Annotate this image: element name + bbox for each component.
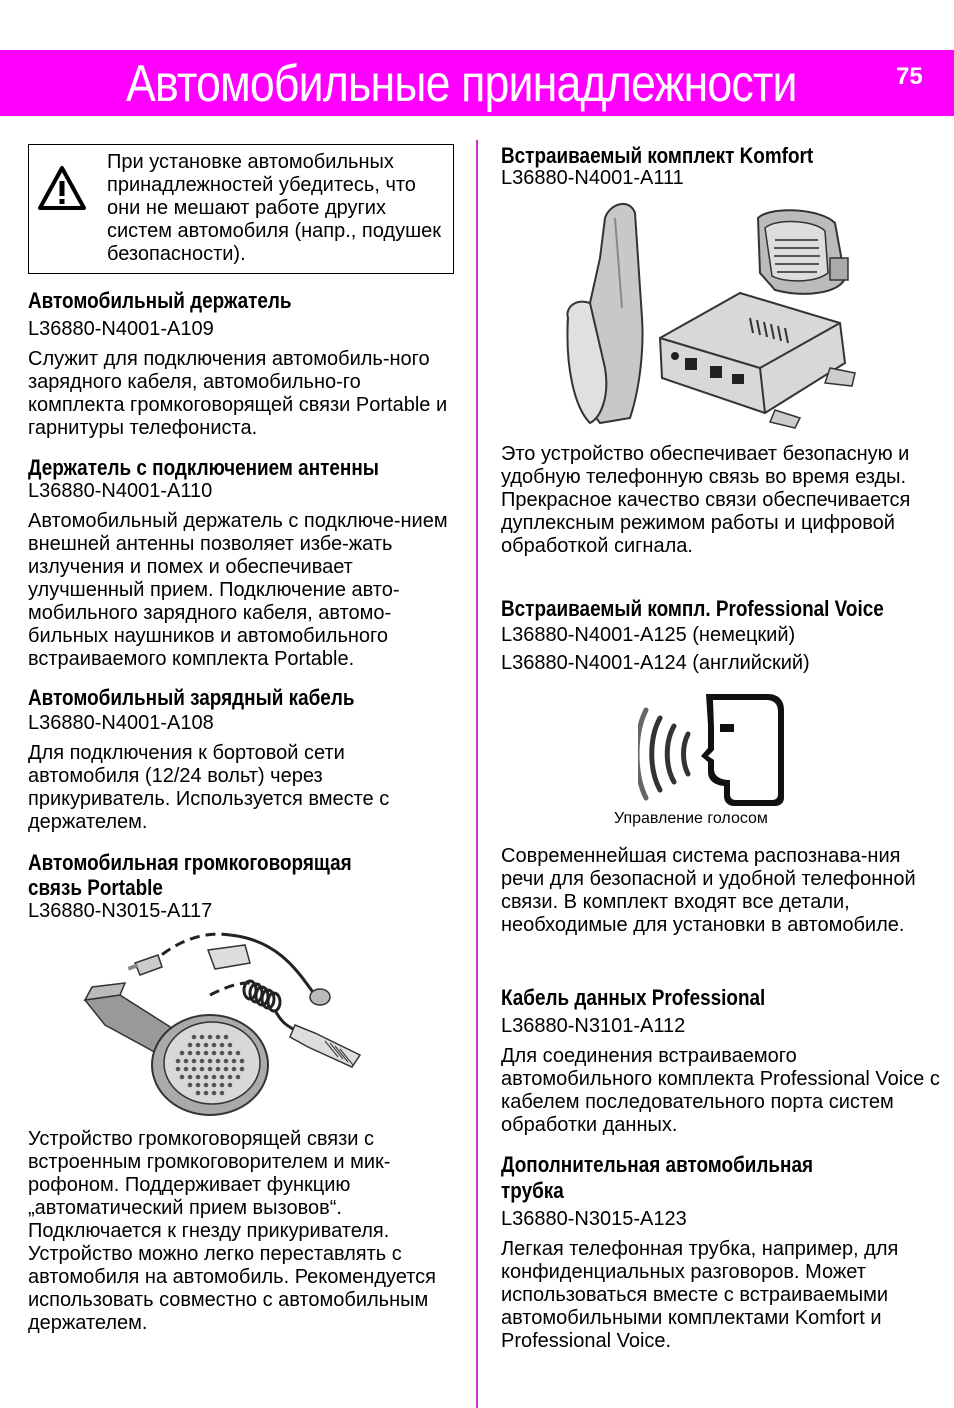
- part-number: L36880-N4001-A110: [28, 480, 213, 502]
- voice-control-head-icon: [638, 690, 788, 808]
- warning-triangle-icon: [37, 165, 87, 211]
- section-title-komfort: Встраиваемый комплект Komfort: [501, 143, 814, 168]
- komfort-kit-illustration: [560, 198, 860, 430]
- warning-box: [28, 144, 454, 274]
- section-title-portable-line1: Автомобильная громкоговорящая: [28, 850, 352, 875]
- section-title-antenna-holder: Держатель с подключением антенны: [28, 455, 379, 480]
- section-title-professional-voice: Встраиваемый компл. Professional Voice: [501, 596, 884, 621]
- part-number: L36880-N4001-A125 (немецкий): [501, 624, 796, 646]
- portable-handsfree-illustration: [80, 925, 380, 1120]
- voice-icon-caption: Управление голосом: [614, 810, 768, 827]
- part-number: L36880-N4001-A124 (английский): [501, 652, 810, 674]
- warning-text: При установке автомобильных принадлежностей убедитесь, что они не мешают работе других систем автомобиля (напр., подушек безопасности).: [107, 151, 442, 265]
- part-number: L36880-N4001-A108: [28, 712, 214, 734]
- section-text: Устройство громкоговорящей связи с встроенным громкоговорителем и мик-рофоном. Поддерживает функцию „автоматический прием вызовов“. Подключается к гнезду прикуривателя. Устройство можно легко переставлять с автомобиля на автомобиль. Рекомендуется использовать совместно с автомобильным держателем.: [28, 1128, 436, 1334]
- section-text: Автомобильный держатель с подключе-нием внешней антенны позволяет избе-жать излучения и помех и обеспечивает улучшенный прием. Подключение авто-мобильного зарядного кабеля, автомо-бильных наушников и автомобильного встраиваемого комплекта Portable.: [28, 510, 448, 670]
- page-title: Автомобильные принадлежности: [126, 55, 797, 113]
- part-number: L36880-N3101-A112: [501, 1015, 686, 1037]
- section-text: Легкая телефонная трубка, например, для конфиденциальных разговоров. Может использоваться вместе с встраиваемыми автомобильными комплектами Komfort и Professional Voice.: [501, 1238, 899, 1352]
- section-title-data-cable: Кабель данных Professional: [501, 985, 766, 1010]
- part-number: L36880-N4001-A109: [28, 318, 214, 340]
- section-title-extra-handset-line1: Дополнительная автомобильная: [501, 1152, 814, 1177]
- column-divider: [476, 140, 478, 1408]
- page-number: 75: [896, 63, 923, 90]
- section-text: Для соединения встраиваемого автомобильного комплекта Professional Voice с кабелем последовательного порта систем обработки данных.: [501, 1045, 940, 1136]
- section-title-portable-line2: связь Portable: [28, 875, 163, 900]
- section-text: Служит для подключения автомобиль-ного зарядного кабеля, автомобильно-го комплекта громкоговорящей связи Portable и гарнитуры телефониста.: [28, 348, 448, 439]
- section-title-charging-cable: Автомобильный зарядный кабель: [28, 685, 355, 710]
- part-number: L36880-N3015-A123: [501, 1208, 687, 1230]
- section-text: Для подключения к бортовой сети автомобиля (12/24 вольт) через прикуриватель. Используется вместе с держателем.: [28, 742, 390, 833]
- part-number: L36880-N3015-A117: [28, 900, 213, 922]
- section-title-extra-handset-line2: трубка: [501, 1178, 564, 1203]
- section-text: Это устройство обеспечивает безопасную и удобную телефонную связь во время езды. Прекрасное качество связи обеспечивается дуплексным режимом работы и цифровой обработкой сигнала.: [501, 443, 911, 557]
- section-title-car-holder: Автомобильный держатель: [28, 288, 292, 313]
- section-text: Современнейшая система распознава-ния речи для безопасной и удобной телефонной связи. В комплект входят все детали, необходимые для установки в автомобиле.: [501, 845, 916, 936]
- part-number: L36880-N4001-A111: [501, 167, 684, 189]
